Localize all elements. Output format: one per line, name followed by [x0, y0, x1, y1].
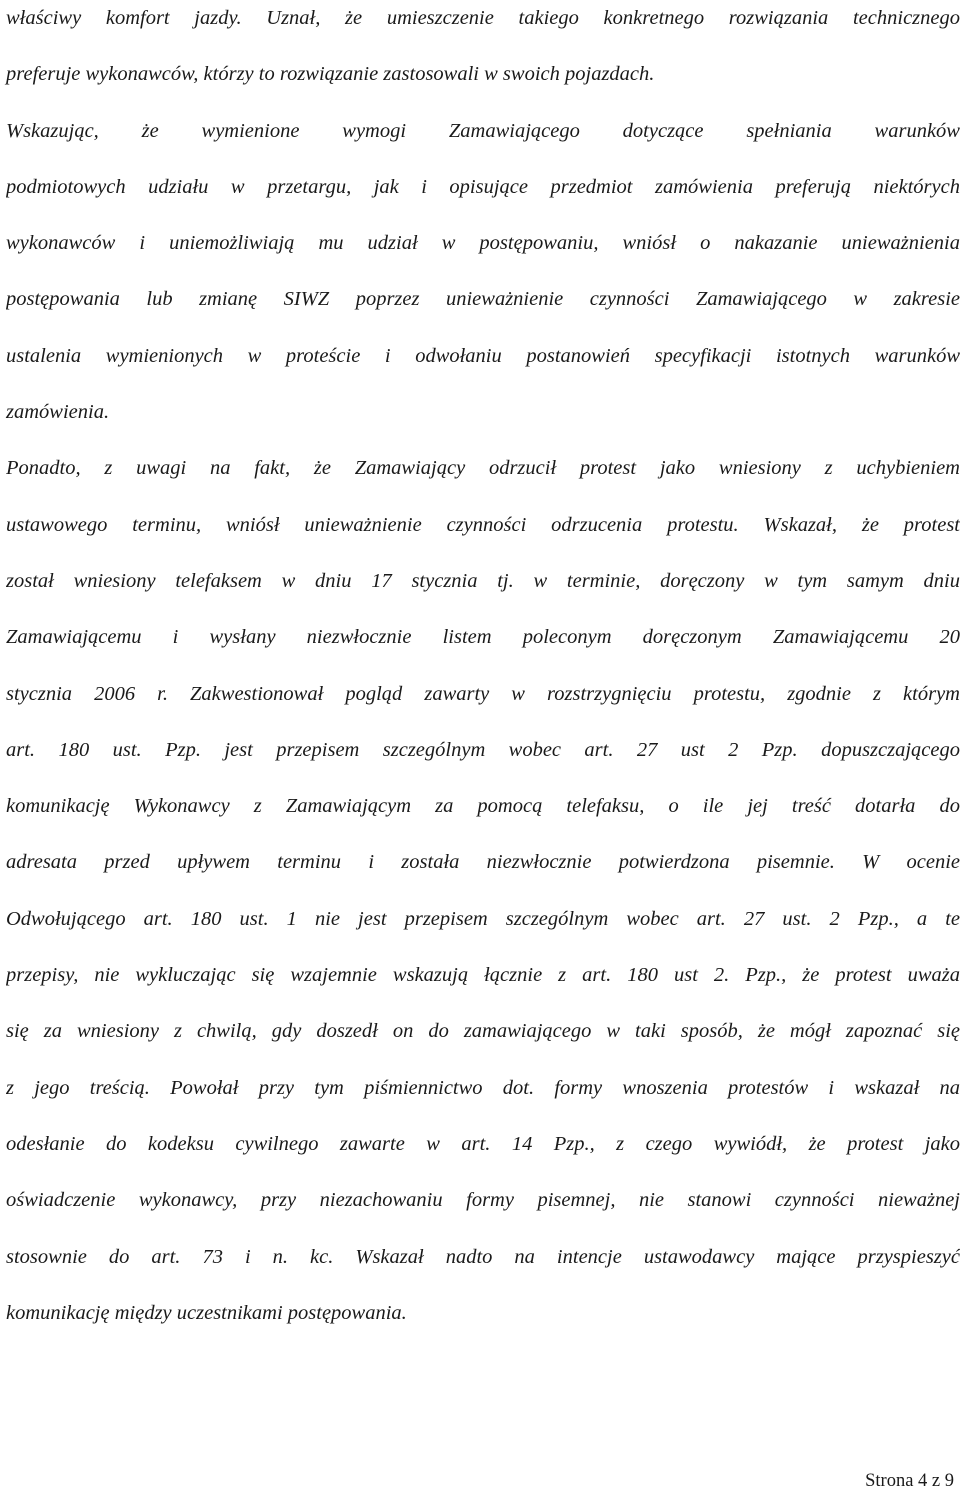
text-line: się za wniesiony z chwilą, gdy doszedł on do zamawiającego w taki sposób, że mógł zapoznać się	[6, 1020, 960, 1043]
page-number: Strona 4 z 9	[865, 1471, 954, 1491]
text-line: ustawowego terminu, wniósł unieważnienie czynności odrzucenia protestu. Wskazał, że protest	[6, 513, 960, 536]
text-line: zamówienia.	[6, 401, 110, 424]
text-line: Ponadto, z uwagi na fakt, że Zamawiający odrzucił protest jako wniesiony z uchybieniem	[6, 457, 960, 480]
text-line: odesłanie do kodeksu cywilnego zawarte w art. 14 Pzp., z czego wywiódł, że protest jako	[6, 1132, 960, 1155]
text-line: oświadczenie wykonawcy, przy niezachowaniu formy pisemnej, nie stanowi czynności nieważnej	[6, 1189, 960, 1212]
text-line: podmiotowych udziału w przetargu, jak i opisujące przedmiot zamówienia preferują niektórych	[6, 175, 960, 198]
document-body	[6, 0, 960, 1341]
text-line: stycznia 2006 r. Zakwestionował pogląd zawarty w rozstrzygnięciu protestu, zgodnie z którym	[6, 682, 960, 705]
text-line: właściwy komfort jazdy. Uznał, że umieszczenie takiego konkretnego rozwiązania technicznego	[6, 7, 960, 29]
text-line: postępowania lub zmianę SIWZ poprzez unieważnienie czynności Zamawiającego w zakresie	[6, 288, 960, 311]
text-line: został wniesiony telefaksem w dniu 17 stycznia tj. w terminie, doręczony w tym samym dniu	[6, 569, 960, 592]
text-line: Wskazując, że wymienione wymogi Zamawiającego dotyczące spełniania warunków	[6, 119, 960, 142]
text-line: przepisy, nie wykluczając się wzajemnie wskazują łącznie z art. 180 ust 2. Pzp., że protest uważa	[6, 964, 960, 987]
text-line: wykonawców i uniemożliwiają mu udział w postępowaniu, wniósł o nakazanie unieważnienia	[6, 232, 960, 255]
text-line: preferuje wykonawców, którzy to rozwiązanie zastosowali w swoich pojazdach.	[6, 63, 655, 86]
text-line: art. 180 ust. Pzp. jest przepisem szczególnym wobec art. 27 ust 2 Pzp. dopuszczającego	[6, 738, 960, 761]
text-line: Zamawiającemu i wysłany niezwłocznie listem poleconym doręczonym Zamawiającemu 20	[6, 626, 960, 649]
text-line: stosownie do art. 73 i n. kc. Wskazał nadto na intencje ustawodawcy mające przyspieszyć	[6, 1245, 960, 1268]
text-line: Odwołującego art. 180 ust. 1 nie jest przepisem szczególnym wobec art. 27 ust. 2 Pzp., a te	[6, 907, 960, 930]
text-line: z jego treścią. Powołał przy tym piśmiennictwo dot. formy wnoszenia protestów i wskazał na	[6, 1076, 960, 1099]
text-line: komunikację Wykonawcy z Zamawiającym za pomocą telefaksu, o ile jej treść dotarła do	[6, 795, 960, 818]
text-line: komunikację między uczestnikami postępowania.	[6, 1301, 407, 1324]
text-line: ustalenia wymienionych w proteście i odwołaniu postanowień specyfikacji istotnych warunków	[6, 344, 960, 367]
text-line: adresata przed upływem terminu i została niezwłocznie potwierdzona pisemnie. W ocenie	[6, 851, 960, 874]
